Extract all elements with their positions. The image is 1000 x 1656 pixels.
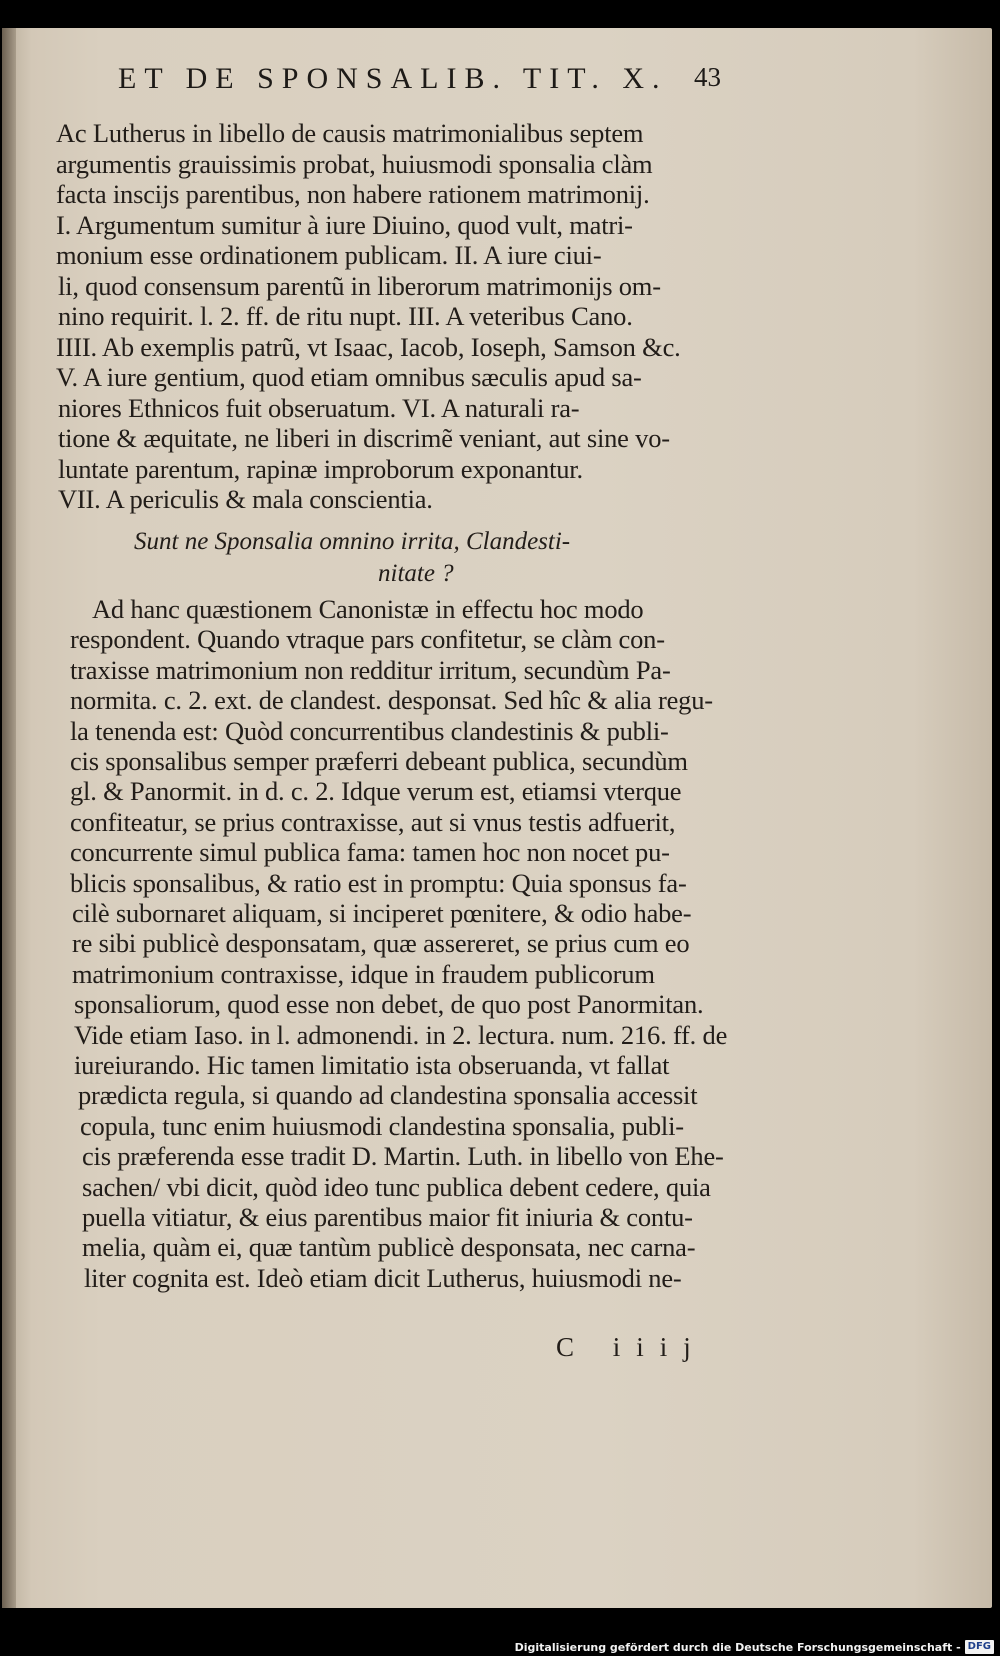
text-line: cis sponsalibus semper præferri debeant publica, secundùm [70,746,688,776]
heading-line: nitate ? [378,560,454,587]
text-line: concurrente simul publica fama: tamen hoc non nocet pu- [70,837,670,868]
text-line: prædicta regula, si quando ad clandestina sponsalia accessit [78,1080,698,1111]
text-line: matrimonium contraxisse, idque in fraudem publicorum [72,958,655,989]
text-line: cilè subornaret aliquam, si inciperet pœnitere, & odio habe- [72,898,692,928]
text-line: IIII. Ab exemplis patrũ, vt Isaac, Iacob, Ioseph, Samson &c. [56,331,681,362]
text-line: traxisse matrimonium non redditur irritum, secundùm Pa- [70,654,671,685]
heading-line: Sunt ne Sponsalia omnino irrita, Clandesti- [134,528,571,555]
text-line: respondent. Quando vtraque pars confitetur, se clàm con- [70,624,665,655]
text-line: normita. c. 2. ext. de clandest. desponsat. Sed hîc & alia regu- [70,685,713,716]
text-line: la tenenda est: Quòd concurrentibus clandestinis & publi- [70,715,669,746]
text-line: monium esse ordinationem publicam. II. A iure ciui- [56,240,602,270]
text-line: copula, tunc enim huiusmodi clandestina sponsalia, publi- [80,1110,684,1141]
text-line: VII. A periculis & mala conscientia. [58,484,433,514]
text-line: luntate parentum, rapinæ improborum exponantur. [58,453,583,484]
text-line: Ac Lutherus in libello de causis matrimonialibus septem [56,118,644,148]
text-line: sponsaliorum, quod esse non debet, de quo post Panormitan. [74,989,704,1020]
credit-text: Digitalisierung gefördert durch die Deutsche Forschungsgemeinschaft - [514,1640,961,1654]
text-line: iureiurando. Hic tamen limitatio ista obseruanda, vt fallat [74,1050,670,1080]
text-line: gl. & Panormit. in d. c. 2. Idque verum est, etiamsi vterque [70,776,682,807]
text-line: nino requirit. l. 2. ff. de ritu nupt. III. A veteribus Cano. [58,301,633,331]
text-line: li, quod consensum parentũ in liberorum matrimonijs om- [58,270,661,301]
text-line: cis præferenda esse tradit D. Martin. Luth. in libello von Ehe- [82,1141,724,1172]
text-line: argumentis grauissimis probat, huiusmodi sponsalia clàm [56,148,653,179]
text-line: melia, quàm ei, quæ tantùm publicè desponsata, nec carna- [82,1232,696,1263]
text-line: confiteatur, se prius contraxisse, aut si vnus testis adfuerit, [70,806,676,837]
text-line: puella vitiatur, & eius parentibus maior fit iniuria & contu- [82,1202,693,1232]
text-line: sachen/ vbi dicit, quòd ideo tunc publica debent cedere, quia [82,1171,711,1202]
text-line: I. Argumentum sumitur à iure Diuino, quod vult, matri- [56,209,633,240]
page-gutter [2,28,16,1608]
digitization-credit [515,1640,994,1654]
running-title: ET DE SPONSALIB. TIT. X. [118,62,668,95]
text-line: tione & æquitate, ne liberi in discrimẽ veniant, aut sine vo- [58,423,670,453]
text-line: Vide etiam Iaso. in l. admonendi. in 2. lectura. num. 216. ff. de [74,1019,728,1050]
text-line: re sibi publicè desponsatam, quæ assereret, se prius cum eo [72,928,690,959]
text-line: facta inscijs parentibus, non habere rationem matrimonij. [56,179,650,209]
text-line: V. A iure gentium, quod etiam omnibus sæculis apud sa- [56,362,642,392]
dfg-logo: DFG [965,1640,994,1654]
text-line: blicis sponsalibus, & ratio est in promptu: Quia sponsus fa- [70,867,687,898]
text-line: Ad hanc quæstionem Canonistæ in effectu hoc modo [92,594,644,624]
text-line: niores Ethnicos fuit obseruatum. VI. A naturali ra- [58,392,580,423]
text-line: liter cognita est. Ideò etiam dicit Lutherus, huiusmodi ne- [84,1262,682,1293]
signature-mark: C iiij [556,1332,707,1362]
page-number: 43 [694,62,721,92]
